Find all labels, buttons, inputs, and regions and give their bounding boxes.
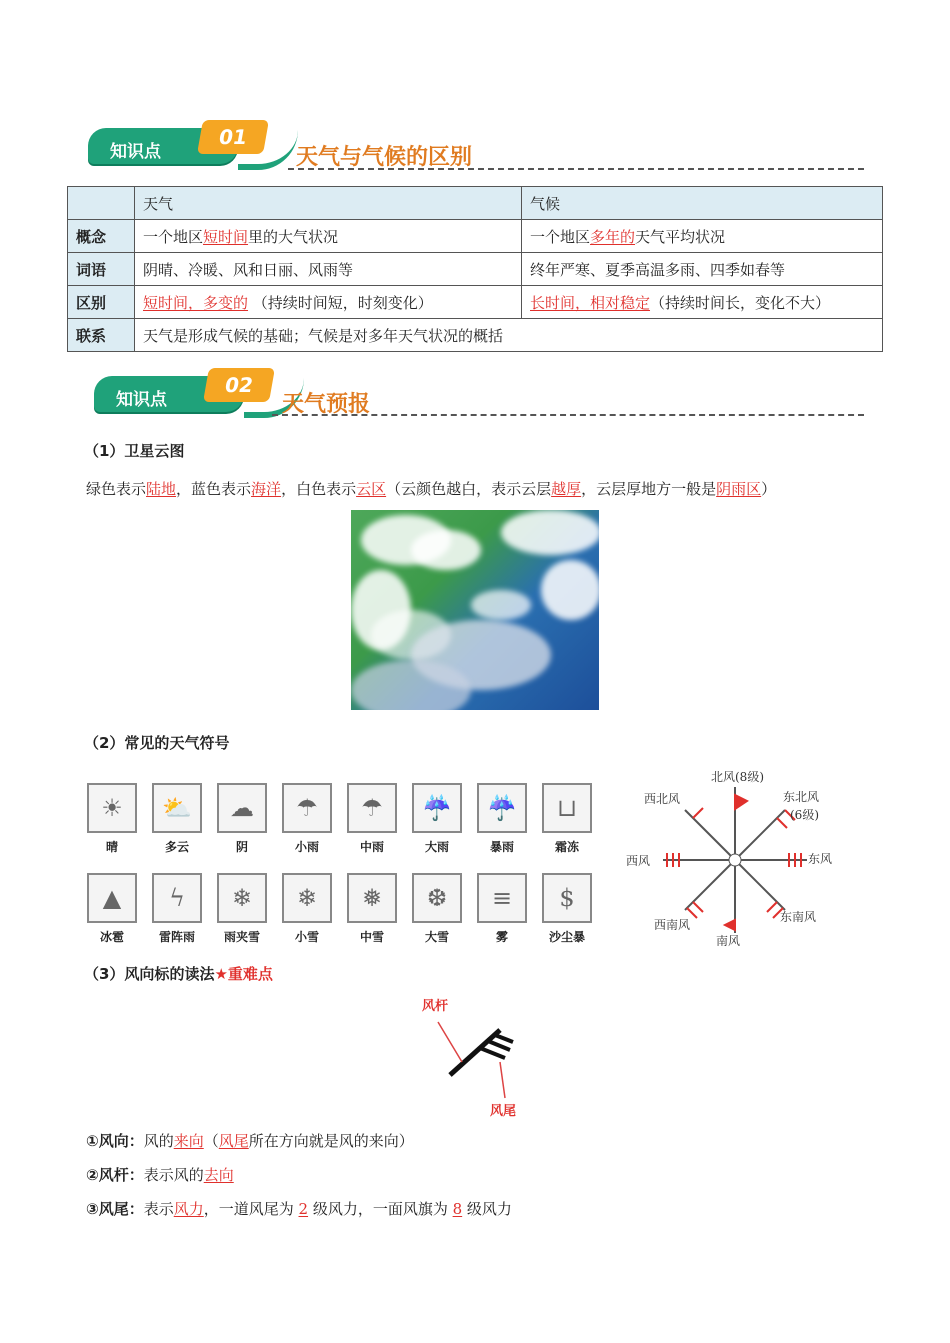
text-segment: 一个地区: [530, 227, 591, 246]
text-segment: 终年严寒、夏季高温多雨、四季如春等: [530, 260, 786, 279]
weather-symbol-label: 阴: [235, 840, 248, 854]
text-segment: 风的: [143, 1132, 174, 1150]
highlighted-answer: 去向: [203, 1166, 234, 1184]
text-segment: （持续时间短，时刻变化）: [248, 293, 433, 312]
light-snow-icon: ❄: [282, 873, 332, 923]
weather-symbol-label: 晴: [105, 840, 118, 854]
compass-northeast-note: (6级): [790, 808, 819, 822]
thunderstorm-icon: ϟ: [152, 873, 202, 923]
table-row-label: 词语: [68, 253, 135, 286]
heavy-rain-icon: ☔: [412, 783, 462, 833]
highlighted-answer: 阴雨区: [716, 480, 762, 498]
text-segment: 阴晴、冷暖、风和日丽、风雨等: [143, 260, 354, 279]
section1-tag: 知识点: [88, 128, 238, 164]
text-segment: 所在方向就是风的来向）: [248, 1132, 414, 1150]
text-segment: 级风力: [462, 1200, 512, 1218]
compass-west-label: 西风: [626, 854, 651, 868]
note-line: [86, 1198, 512, 1219]
text-segment: 表示: [143, 1200, 174, 1218]
highlighted-answer: 8: [452, 1200, 463, 1218]
section2-banner: [94, 368, 294, 414]
highlighted-answer: 来向: [173, 1132, 204, 1150]
table-row: [68, 286, 883, 319]
section2-title: 天气预报: [282, 392, 371, 417]
weather-symbol-label: 霜冻: [554, 840, 579, 854]
weather-symbol-label: 雨夹雪: [223, 930, 260, 944]
compass-southeast-label: 东南风: [780, 910, 817, 924]
table-cell-climate: [522, 253, 883, 286]
note-lead: ③风尾：: [86, 1200, 144, 1218]
weather-symbol-label: 大雪: [424, 930, 449, 944]
highlighted-answer: 风力: [173, 1200, 204, 1218]
highlighted-answer: 多年的: [590, 227, 636, 246]
table-header-row: [68, 187, 883, 220]
table-cell-weather: [135, 253, 522, 286]
weather-symbol-label: 中雨: [359, 840, 384, 854]
key-point-marker: ★重难点: [214, 965, 273, 983]
vane-pole-label: 风杆: [422, 999, 449, 1014]
weather-symbol-label: 暴雨: [489, 840, 514, 854]
table-row: [68, 253, 883, 286]
fog-icon: ≡: [477, 873, 527, 923]
comparison-table: [67, 186, 883, 352]
highlighted-answer: 海洋: [251, 480, 282, 498]
satellite-cloud-image: [351, 510, 599, 710]
table-row-label: 联系: [68, 319, 135, 352]
light-rain-icon: ☂: [282, 783, 332, 833]
table-cell-weather: [135, 286, 522, 319]
note-line: [86, 1164, 234, 1185]
compass-northwest-label: 西北风: [644, 792, 681, 806]
note-line: [86, 1130, 414, 1151]
text-segment: 绿色表示: [86, 480, 147, 498]
table-cell-climate: [522, 286, 883, 319]
table-cell-weather: [135, 220, 522, 253]
section2-dashed-rule: [272, 414, 864, 416]
weather-symbol-label: 沙尘暴: [548, 930, 585, 944]
weather-symbol-label: 冰雹: [99, 930, 124, 944]
overcast-icon: ☁: [217, 783, 267, 833]
weather-symbol-label: 小雪: [294, 930, 319, 944]
weather-symbol-label: 多云: [164, 840, 189, 854]
highlighted-answer: 短时间: [203, 227, 249, 246]
text-segment: ）: [761, 480, 777, 498]
text-segment: ，云层厚地方一般是: [581, 480, 717, 498]
compass-east-label: 东风: [808, 852, 833, 866]
text-segment: （: [203, 1132, 219, 1150]
table-row: [68, 319, 883, 352]
weather-symbol-label: 大雨: [424, 840, 449, 854]
hail-icon: ▲: [87, 873, 137, 923]
compass-northeast-label: 东北风: [783, 790, 820, 804]
table-row: [68, 220, 883, 253]
rainstorm-icon: ☔: [477, 783, 527, 833]
text-segment: 级风力，一面风旗为: [308, 1200, 453, 1218]
section2-number: 02: [203, 368, 275, 402]
compass-south-label: 南风: [716, 934, 741, 948]
text-segment: ，蓝色表示: [176, 480, 252, 498]
text-segment: 天气平均状况: [635, 227, 726, 246]
section1-title: 天气与气候的区别: [296, 145, 473, 170]
subsection-satellite-title: （1）卫星云图: [84, 442, 185, 460]
table-row-label: 概念: [68, 220, 135, 253]
frost-icon: ⊔: [542, 783, 592, 833]
subsection-wind-vane-title: （3）风向标的读法★重难点: [84, 965, 273, 983]
moderate-rain-icon: ☂: [347, 783, 397, 833]
sun-icon: ☀: [87, 783, 137, 833]
section1-swoosh-decoration: [238, 128, 298, 170]
highlighted-answer: 越厚: [551, 480, 582, 498]
moderate-snow-icon: ❅: [347, 873, 397, 923]
weather-symbol-label: 雷阵雨: [158, 930, 195, 944]
note-lead: ②风杆：: [86, 1166, 144, 1184]
satellite-description: [86, 478, 776, 499]
table-row-label: 区别: [68, 286, 135, 319]
highlighted-answer: 陆地: [146, 480, 177, 498]
table-header-cell: 天气: [135, 187, 522, 220]
text-segment: ，白色表示: [281, 480, 357, 498]
text-segment: （持续时间长，变化不大）: [650, 293, 831, 312]
highlighted-answer: 云区: [356, 480, 387, 498]
partly-cloudy-icon: ⛅: [152, 783, 202, 833]
text-segment: （云颜色越白，表示云层: [386, 480, 552, 498]
sleet-icon: ❄: [217, 873, 267, 923]
weather-symbol-label: 小雨: [294, 840, 319, 854]
table-cell: 天气是形成气候的基础；气候是对多年天气状况的概括: [135, 319, 883, 352]
sandstorm-icon: $: [542, 873, 592, 923]
compass-north-label: 北风(8级): [711, 770, 764, 784]
highlighted-answer: 长时间，相对稳定: [530, 293, 651, 312]
text-segment: 里的大气状况: [248, 227, 339, 246]
compass-southwest-label: 西南风: [654, 918, 691, 932]
text-segment: ，一道风尾为: [203, 1200, 299, 1218]
subsection-weather-symbols-title: （2）常见的天气符号: [84, 734, 230, 752]
section2-tag: 知识点: [94, 376, 244, 412]
highlighted-answer: 短时间，多变的: [143, 293, 249, 312]
section1-number: 01: [197, 120, 269, 154]
table-header-cell: 气候: [522, 187, 883, 220]
note-lead: ①风向：: [86, 1132, 144, 1150]
table-header-cell: [68, 187, 135, 220]
vane-tail-label: 风尾: [490, 1104, 517, 1119]
text-segment: 表示风的: [143, 1166, 204, 1184]
text-segment: 一个地区: [143, 227, 204, 246]
weather-symbol-label: 雾: [495, 930, 508, 944]
table-cell-climate: [522, 220, 883, 253]
highlighted-answer: 风尾: [218, 1132, 249, 1150]
highlighted-answer: 2: [298, 1200, 309, 1218]
section1-banner: [88, 120, 288, 166]
section1-dashed-rule: [288, 168, 864, 170]
weather-symbol-label: 中雪: [359, 930, 384, 944]
heavy-snow-icon: ❆: [412, 873, 462, 923]
